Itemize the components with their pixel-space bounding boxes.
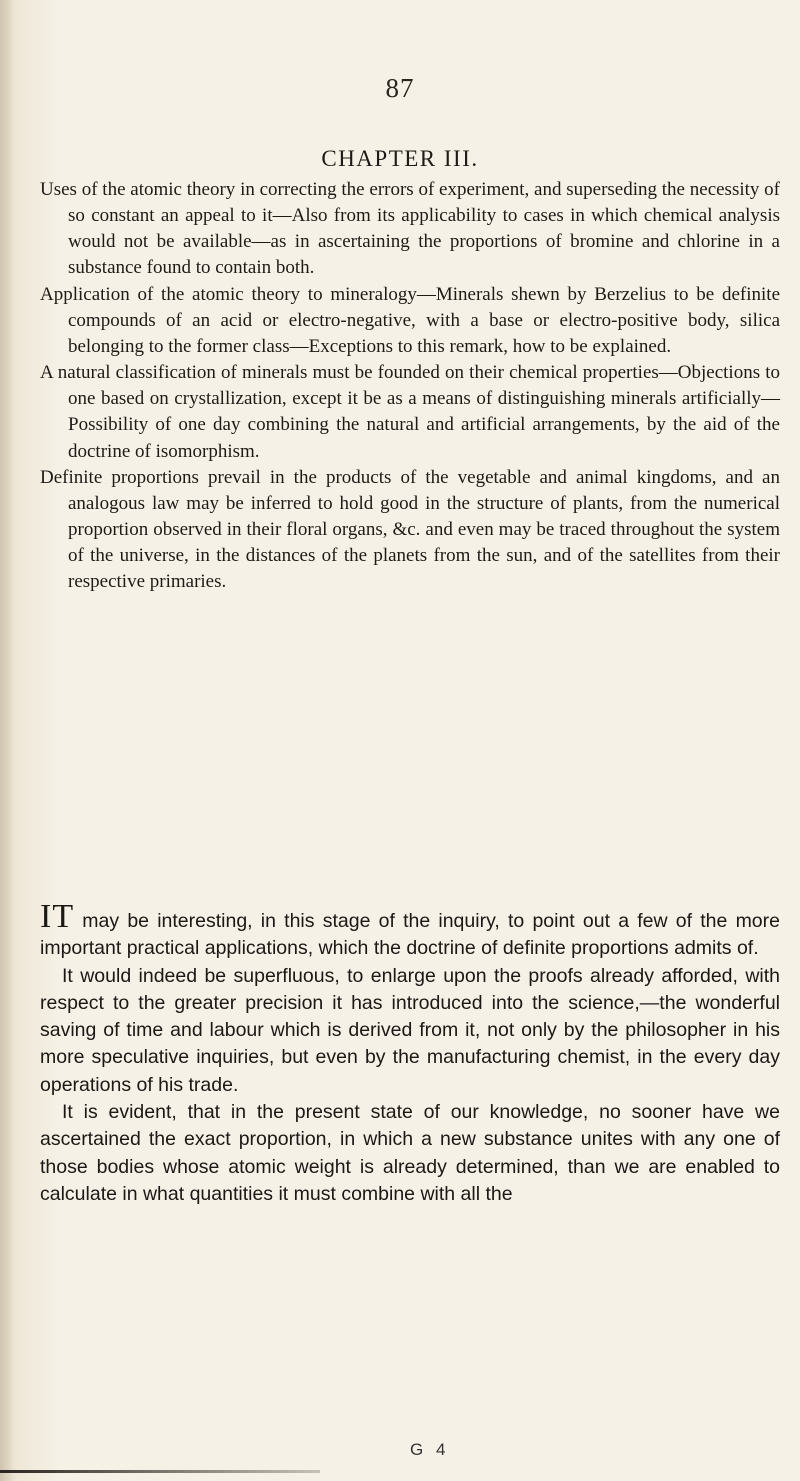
body-paragraph-1 [40,898,780,963]
body-paragraph-2: It would indeed be superfluous, to enlarge upon the proofs already afforded, with respect to the greater precision it has introduced into the science,—the wonderful saving of time and labour which is derived from it, not only by the philosopher in his more speculative inquiries, but even by the manufacturing chemist, in the every day operations of his trade. [40,964,780,1096]
summary-paragraph: A natural classification of minerals must be founded on their chemical properties—Objections to one based on crystallization, except it be as a means of distinguishing minerals artificially—Possibility of one day combining the natural and artificial arrangements, by the aid of the doctrine of isomorphism. [40,362,780,462]
page-number: 87 [385,73,415,103]
summary-paragraph: Application of the atomic theory to mineralogy—Minerals shewn by Berzelius to be definite compounds of an acid or electro-negative, with a base or electro-positive body, silica belonging to the former class—Exceptions to this remark, how to be explained. [40,283,780,357]
body-text [40,898,780,1208]
chapter-title: CHAPTER III. [321,146,479,171]
summary-paragraph: Definite proportions prevail in the products of the vegetable and animal kingdoms, and an analogous law may be inferred to hold good in the structure of plants, from the numerical proportion observed in their floral organs, &c. and even may be traced throughout the system of the universe, in the distances of the planets from the sun, and of the satellites from their respective primaries. [40,466,780,593]
paragraph-text: may be interesting, in this stage of the inquiry, to point out a few of the more important practical applications, which the doctrine of definite proportions admits of. [40,910,780,960]
spine-shadow [0,0,14,1481]
signature-mark: G 4 [410,1440,450,1459]
bottom-edge-rule [0,1470,320,1473]
body-paragraph-3: It is evident, that in the present state of our knowledge, no sooner have we ascertained the exact proportion, in which a new substance unites with any one of those bodies whose atomic weight is already determined, than we are enabled to calculate in what quantities it must combine with all the [40,1101,780,1205]
drop-cap: IT [40,898,75,935]
chapter-summary [40,177,780,596]
summary-paragraph: Uses of the atomic theory in correcting the errors of experiment, and superseding the necessity of so constant an appeal to it—Also from its applicability to cases in which chemical analysis would not be available—as in ascertaining the proportions of bromine and chlorine in a substance found to contain both. [40,179,780,279]
